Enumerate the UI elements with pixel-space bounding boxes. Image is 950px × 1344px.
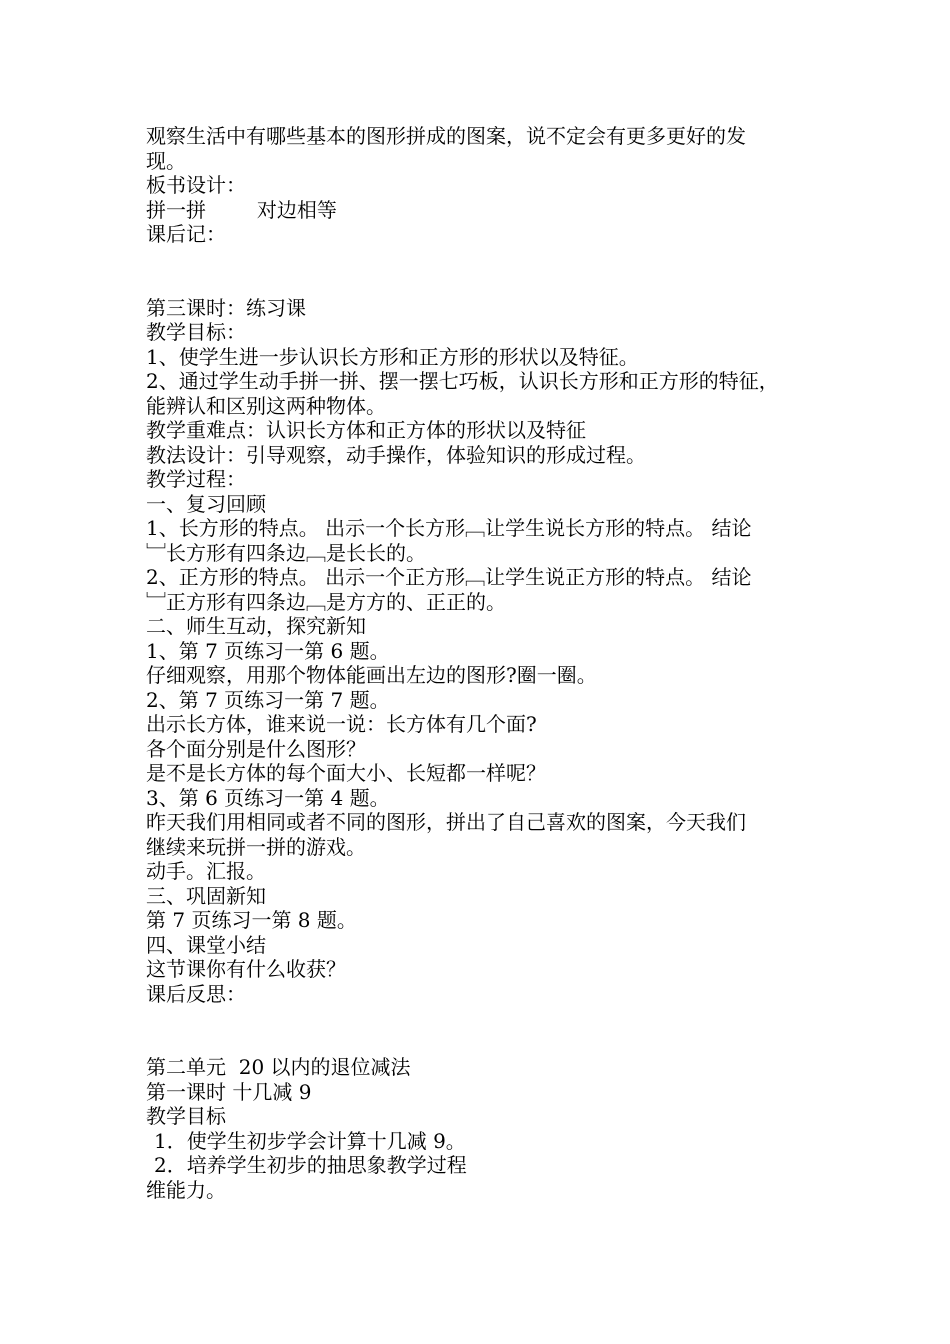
text-line: 第 7 页练习一第 8 题。: [146, 908, 357, 932]
text-line: 三、巩固新知: [146, 883, 266, 908]
text-line: 课后反思：: [146, 981, 246, 1006]
text-line: 课后记：: [146, 222, 226, 246]
text-line: 1、使学生进一步认识长方形和正方形的形状以及特征。: [146, 344, 639, 369]
text-line: 是不是长方体的每个面大小、长短都一样呢？: [146, 761, 546, 785]
blank-line: [146, 1031, 846, 1056]
blank-line: [146, 271, 846, 296]
text-line: 板书设计：: [146, 173, 246, 197]
blank-line: [146, 1006, 846, 1031]
text-line: 第二单元 20 以内的退位减法: [146, 1055, 411, 1079]
text-line: 这节课你有什么收获？: [146, 957, 346, 981]
text-line: 二、师生互动，探究新知: [146, 614, 366, 638]
text-line: 观察生活中有哪些基本的图形拼成的图案，说不定会有更多更好的发: [146, 124, 746, 148]
text-line: 仔细观察，用那个物体能画出左边的图形?圈一圈。: [146, 663, 597, 687]
document-page: [146, 124, 846, 1202]
text-line: ﹈正方形有四条边﹇是方方的、正正的。: [146, 589, 506, 614]
text-line: 继续来玩拼一拼的游戏。: [146, 834, 366, 859]
text-line: 各个面分别是什么图形？: [146, 736, 366, 761]
text-line: 教学过程：: [146, 467, 246, 491]
text-line: 教学目标：: [146, 320, 246, 344]
text-line: 维能力。: [146, 1177, 226, 1202]
text-line: 四、课堂小结: [146, 932, 266, 957]
text-line: 教法设计：引导观察，动手操作，体验知识的形成过程。: [146, 442, 646, 467]
text-line: 第一课时 十几减 9: [146, 1079, 312, 1104]
text-line: 一、复习回顾: [146, 491, 266, 516]
text-line: 教学目标: [146, 1104, 226, 1128]
text-line: 教学重难点：认识长方体和正方体的形状以及特征: [146, 418, 586, 442]
text-line: 2、通过学生动手拼一拼、摆一摆七巧板，认识长方形和正方形的特征，: [146, 369, 779, 393]
text-line: 拼一拼 对边相等: [146, 197, 337, 222]
text-line: 2、第 7 页练习一第 7 题。: [146, 687, 390, 712]
text-line: 2、正方形的特点。 出示一个正方形﹇让学生说正方形的特点。 结论: [146, 565, 752, 589]
text-line: 3、第 6 页练习一第 4 题。: [146, 785, 390, 810]
text-line: 第三课时：练习课: [146, 295, 306, 320]
text-line: ﹈长方形有四条边﹇是长长的。: [146, 540, 426, 565]
text-line: 能辨认和区别这两种物体。: [146, 393, 386, 418]
text-line: 现。: [146, 148, 186, 173]
text-line: 1、第 7 页练习一第 6 题。: [146, 638, 390, 663]
text-line: 1．使学生初步学会计算十几减 9。: [154, 1128, 466, 1153]
blank-line: [146, 247, 846, 272]
text-line: 2．培养学生初步的抽思象教学过程: [154, 1153, 467, 1177]
text-line: 昨天我们用相同或者不同的图形，拼出了自己喜欢的图案，今天我们: [146, 810, 746, 834]
text-line: 出示长方体，谁来说一说：长方体有几个面?: [146, 712, 537, 736]
text-line: 动手。汇报。: [146, 859, 266, 883]
text-line: 1、长方形的特点。 出示一个长方形﹇让学生说长方形的特点。 结论: [146, 516, 752, 540]
